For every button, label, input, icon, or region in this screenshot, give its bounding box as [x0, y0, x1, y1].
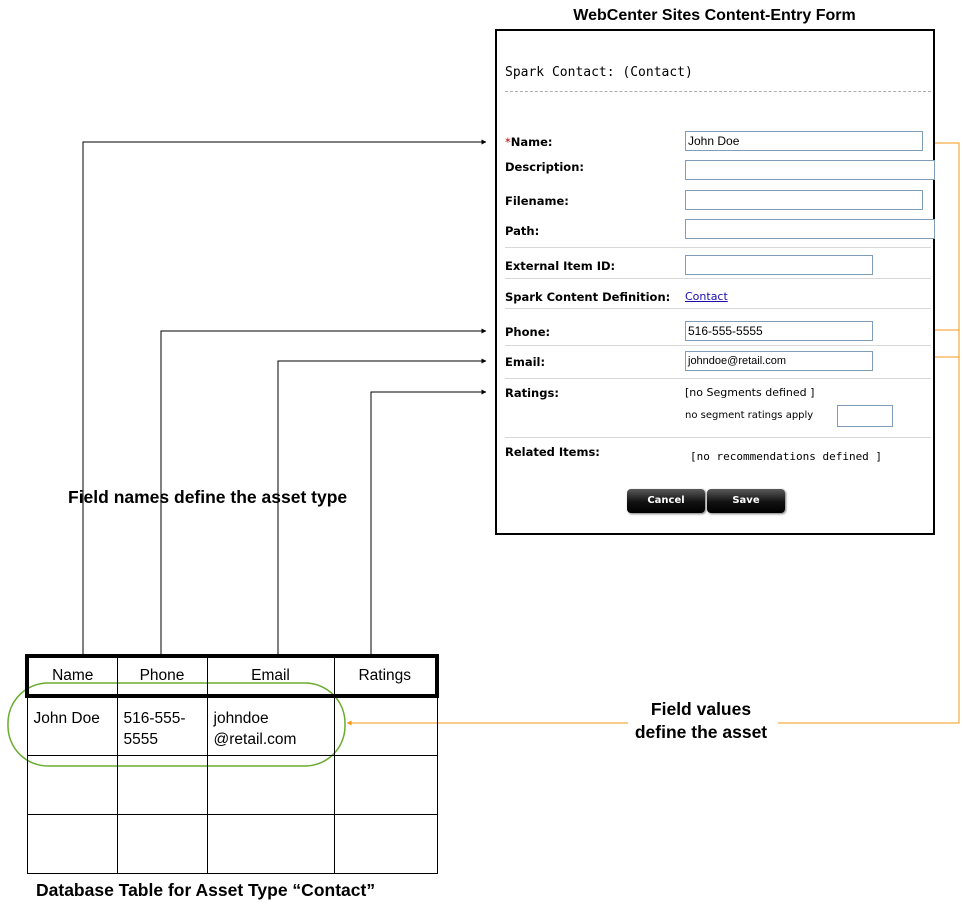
table-cell	[27, 814, 117, 873]
ratings-label: Ratings:	[505, 386, 559, 400]
table-cell	[207, 814, 334, 873]
filename-input[interactable]	[685, 190, 923, 210]
form-title: WebCenter Sites Content-Entry Form	[573, 7, 856, 24]
phone-input[interactable]: 516-555-5555	[685, 321, 873, 341]
spark-content-definition-label: Spark Content Definition:	[505, 290, 671, 304]
heading-divider	[505, 91, 931, 92]
section-divider	[505, 345, 931, 346]
cell-line: @retail.com	[213, 731, 297, 748]
column-header-ratings: Ratings	[334, 656, 437, 696]
field-values-caption-line2: define the asset	[634, 722, 768, 742]
column-header-phone: Phone	[117, 656, 207, 696]
section-divider	[505, 308, 931, 309]
related-items-text: [no recommendations defined ]	[690, 450, 883, 463]
table-cell	[334, 696, 437, 755]
cell-line: 516-555-	[123, 710, 186, 727]
cell-line: John Doe	[33, 710, 100, 727]
cancel-button[interactable]: Cancel	[627, 489, 705, 513]
table-cell	[334, 814, 437, 873]
cell-line: johndoe	[213, 710, 269, 727]
description-input[interactable]	[685, 160, 935, 180]
table-row	[27, 814, 437, 873]
section-divider	[505, 247, 931, 248]
table-header-row	[27, 656, 437, 696]
section-divider	[505, 378, 931, 379]
table-row	[27, 755, 437, 814]
ratings-input[interactable]	[837, 405, 893, 427]
related-items-label: Related Items:	[505, 445, 600, 459]
filename-label: Filename:	[505, 194, 569, 208]
save-button[interactable]: Save	[707, 489, 785, 513]
connector-name	[83, 142, 486, 654]
ratings-apply-text: no segment ratings apply	[685, 410, 814, 421]
path-input[interactable]	[685, 219, 935, 239]
table-cell	[117, 814, 207, 873]
table-cell	[27, 755, 117, 814]
email-label: Email:	[505, 355, 546, 369]
table-cell	[117, 755, 207, 814]
table-cell	[27, 696, 117, 755]
table-row	[27, 696, 437, 755]
table-cell	[207, 696, 334, 755]
table-cell	[207, 755, 334, 814]
form-heading: Spark Contact: (Contact)	[505, 65, 693, 80]
path-label: Path:	[505, 224, 540, 238]
ratings-segments-text: [no Segments defined ]	[685, 386, 815, 399]
name-label	[505, 135, 553, 149]
name-label-text: Name:	[510, 135, 553, 149]
cell-line: 5555	[123, 731, 158, 748]
section-divider	[505, 437, 931, 438]
phone-label: Phone:	[505, 325, 551, 339]
content-definition-link[interactable]: Contact	[685, 290, 728, 303]
database-table	[25, 654, 439, 874]
table-cell	[334, 755, 437, 814]
description-label: Description:	[505, 160, 584, 174]
table-cell	[117, 696, 207, 755]
name-input[interactable]: John Doe	[685, 131, 923, 151]
external-item-id-input[interactable]	[685, 255, 873, 275]
connector-ratings	[371, 392, 486, 654]
field-values-caption-line1: Field values	[650, 699, 752, 719]
column-header-email: Email	[207, 656, 334, 696]
field-names-caption: Field names define the asset type	[68, 487, 348, 507]
column-header-name: Name	[27, 656, 117, 696]
content-entry-form	[495, 29, 935, 535]
email-input[interactable]: johndoe@retail.com	[685, 351, 873, 371]
table-caption: Database Table for Asset Type “Contact”	[36, 880, 376, 900]
section-divider	[505, 278, 931, 279]
external-item-id-label: External Item ID:	[505, 259, 616, 273]
required-marker: *	[505, 135, 511, 149]
